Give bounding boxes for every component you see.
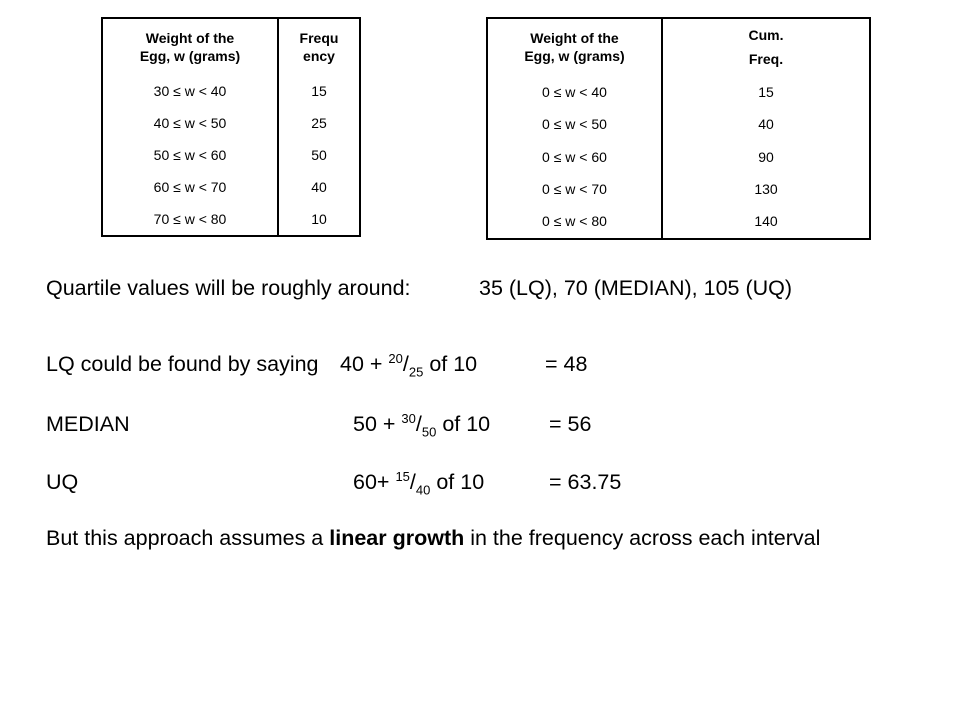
lq-label: LQ could be found by saying	[46, 352, 319, 376]
weight-interval-cell: 70 ≤ w < 80	[102, 204, 278, 236]
cum-freq-cell: 130	[754, 181, 778, 197]
uq-base: 60+	[353, 470, 396, 494]
lq-base: 40 +	[340, 352, 389, 376]
frequency-cell: 10	[311, 210, 327, 227]
table-row	[487, 141, 870, 174]
weight-column-header	[102, 18, 278, 76]
weight-header-line-1: Weight of the	[145, 30, 235, 46]
table-row	[102, 204, 360, 236]
conclusion-line	[46, 526, 820, 551]
median-result: = 56	[549, 412, 592, 436]
quartile-estimate-line	[46, 276, 793, 301]
weight-header-line-2: Egg, w (grams)	[524, 47, 625, 64]
cumulative-frequency-table	[486, 17, 871, 240]
weight-interval-cell: 30 ≤ w < 40	[102, 76, 278, 108]
uq-result: = 63.75	[549, 470, 622, 494]
weight-interval-cell: 0 ≤ w < 60	[487, 141, 662, 174]
lq-expression: $40 + ^{20}/_{25}$ of 10	[340, 350, 478, 380]
weight-interval-cell: 0 ≤ w < 40	[487, 76, 662, 109]
lq-of: of 10	[423, 352, 478, 376]
lq-numerator: 20	[388, 350, 403, 366]
median-denominator: 50	[421, 424, 437, 440]
cum-freq-header-line-1: Cum.	[748, 27, 784, 43]
weight-interval-cell: 50 ≤ w < 60	[102, 140, 278, 172]
quartile-label: Quartile values will be roughly around:	[46, 276, 411, 300]
uq-calculation-line	[46, 468, 622, 498]
frequency-cell: 50	[311, 147, 327, 164]
cum-freq-column-header	[662, 18, 870, 76]
table-row	[102, 140, 360, 172]
table-row	[487, 206, 870, 239]
lq-result: = 48	[545, 352, 588, 376]
table-row	[102, 108, 360, 140]
weight-column-header	[487, 18, 662, 76]
frequency-cell: 40	[311, 179, 327, 196]
table-row	[487, 109, 870, 142]
cum-freq-cell: 15	[758, 83, 774, 100]
uq-numerator: 15	[395, 468, 410, 484]
uq-label: UQ	[46, 470, 79, 494]
cum-freq-cell: 90	[758, 148, 774, 165]
frequency-table-header-row	[102, 18, 360, 76]
median-base: 50 +	[353, 412, 402, 436]
weight-interval-cell: 40 ≤ w < 50	[102, 108, 278, 140]
frequency-table	[101, 17, 361, 237]
median-expression: $50 + ^{30}/_{50}$ of 10	[353, 410, 491, 440]
linear-growth-emphasis: linear growth	[329, 526, 465, 550]
weight-interval-cell: 0 ≤ w < 50	[487, 109, 662, 142]
cum-freq-cell: 140	[754, 213, 778, 229]
table-row	[102, 172, 360, 204]
median-of: of 10	[436, 412, 491, 436]
quartile-values: 35 (LQ), 70 (MEDIAN), 105 (UQ)	[479, 276, 793, 300]
cum-freq-cell: 40	[758, 116, 774, 132]
table-row	[102, 76, 360, 108]
cumulative-table-header-row	[487, 18, 870, 76]
lq-denominator: 25	[408, 364, 424, 380]
weight-interval-cell: 0 ≤ w < 70	[487, 174, 662, 207]
frequency-column-header	[278, 18, 360, 76]
weight-header-line-2: Egg, w (grams)	[139, 47, 241, 64]
frequency-header-line-1: Frequ	[299, 30, 339, 46]
frequency-header-line-2: ency	[303, 47, 335, 64]
median-calculation-line	[46, 410, 592, 440]
weight-interval-cell: 60 ≤ w < 70	[102, 172, 278, 204]
weight-interval-cell: 0 ≤ w < 80	[487, 206, 662, 239]
median-numerator: 30	[401, 410, 416, 426]
uq-denominator: 40	[415, 482, 431, 498]
median-label: MEDIAN	[46, 412, 130, 436]
conclusion-text-before: But this approach assumes a	[46, 526, 330, 550]
uq-expression: $60+ ^{15}/_{40}$ of 10	[353, 468, 485, 498]
lq-calculation-line	[46, 350, 588, 380]
frequency-cell: 25	[311, 115, 327, 132]
conclusion-text-after: in the frequency across each interval	[464, 526, 821, 550]
cum-freq-header-line-2: Freq.	[748, 50, 784, 67]
table-row	[487, 76, 870, 109]
uq-of: of 10	[430, 470, 485, 494]
frequency-cell: 15	[311, 83, 327, 100]
weight-header-line-1: Weight of the	[530, 30, 619, 46]
table-row	[487, 174, 870, 207]
